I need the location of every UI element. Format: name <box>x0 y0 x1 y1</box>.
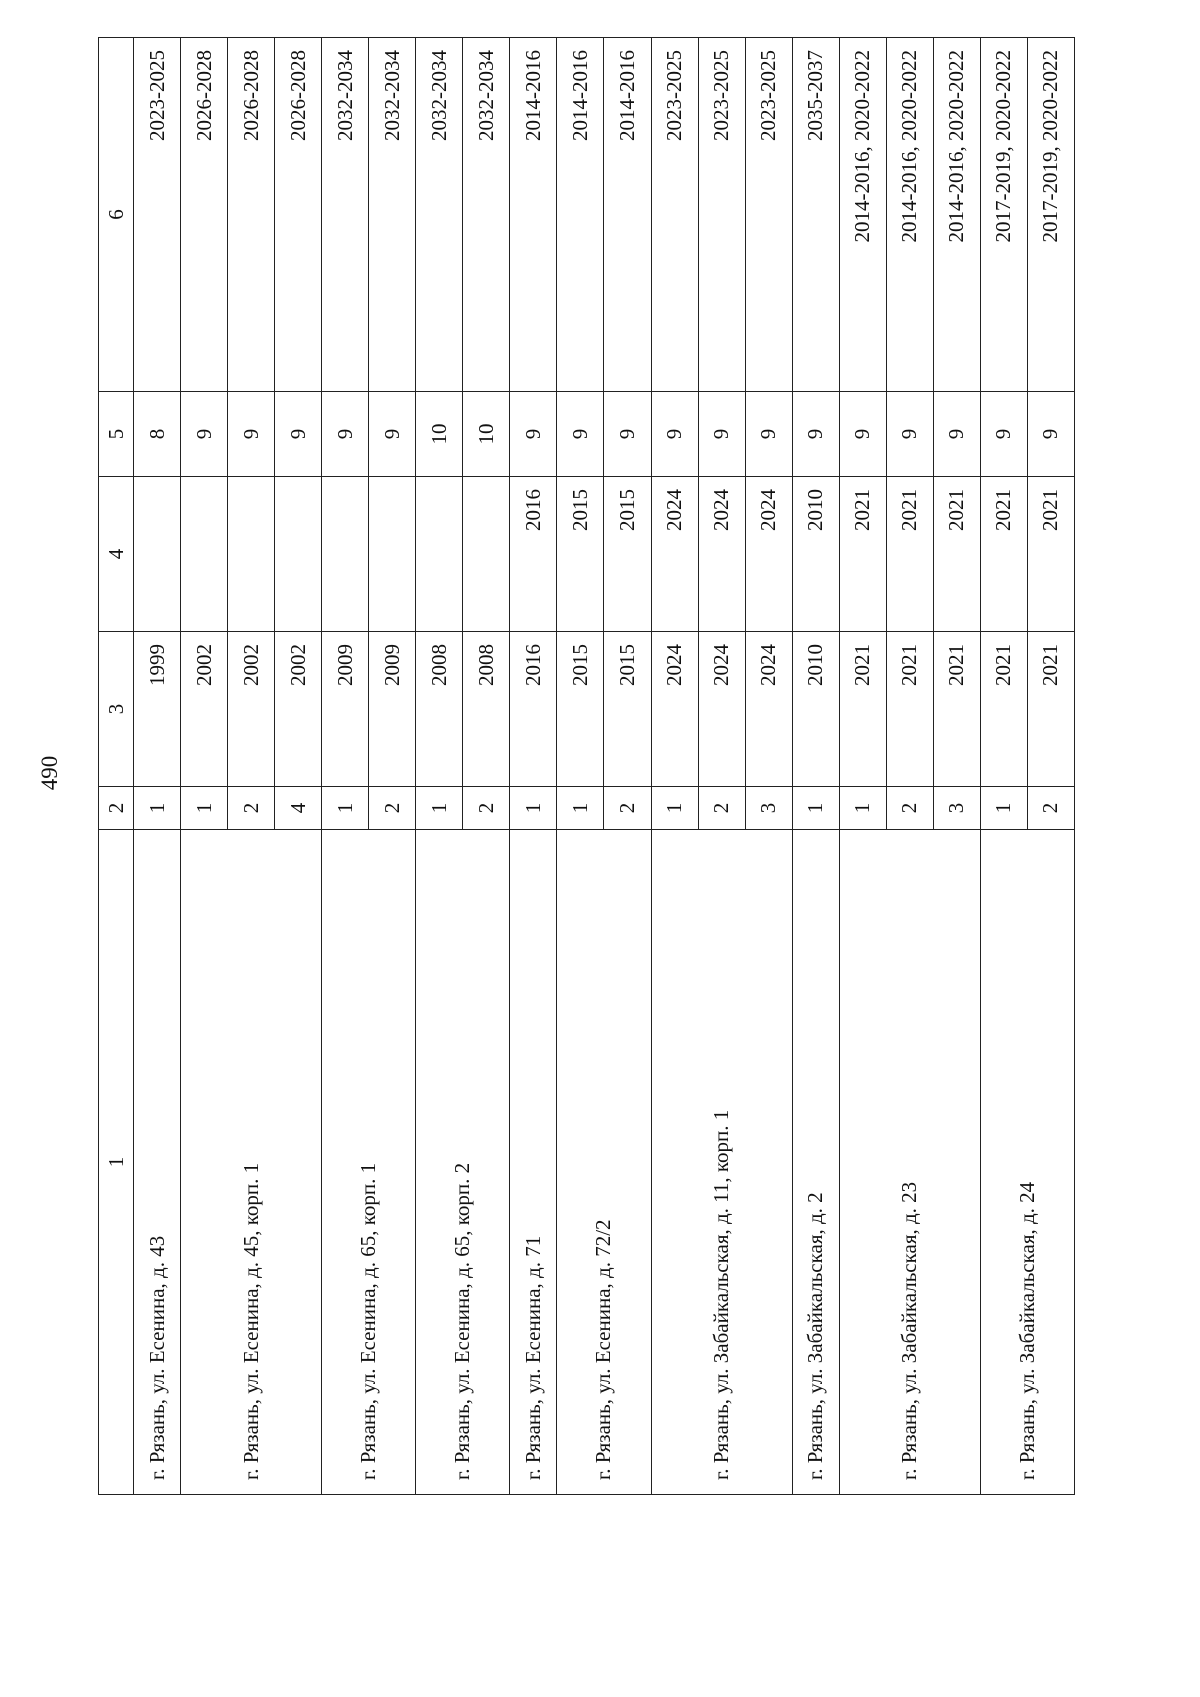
period-cell: 2023-2025 <box>651 38 698 392</box>
year-cell: 2021 <box>839 477 886 632</box>
year-cell: 2008 <box>463 632 510 787</box>
period-cell: 2014-2016, 2020-2022 <box>933 38 980 392</box>
floors-cell: 9 <box>745 392 792 477</box>
column-header-6: 6 <box>99 38 134 392</box>
period-cell: 2014-2016, 2020-2022 <box>886 38 933 392</box>
year-cell: 2021 <box>886 632 933 787</box>
period-cell: 2014-2016 <box>604 38 651 392</box>
floors-cell: 9 <box>886 392 933 477</box>
address-cell: г. Рязань, ул. Забайкальская, д. 24 <box>980 830 1074 1495</box>
period-cell: 2017-2019, 2020-2022 <box>1027 38 1074 392</box>
column-header-1: 1 <box>99 830 134 1495</box>
year-cell: 2010 <box>792 477 839 632</box>
period-cell: 2023-2025 <box>134 38 181 392</box>
entry-number-cell: 1 <box>792 787 839 830</box>
entry-number-cell: 1 <box>557 787 604 830</box>
address-cell: г. Рязань, ул. Есенина, д. 65, корп. 2 <box>416 830 510 1495</box>
period-cell: 2032-2034 <box>416 38 463 392</box>
address-cell: г. Рязань, ул. Забайкальская, д. 11, корп. 1 <box>651 830 792 1495</box>
floors-cell: 9 <box>275 392 322 477</box>
year-cell: 2015 <box>604 477 651 632</box>
entry-number-cell: 2 <box>1027 787 1074 830</box>
period-cell: 2014-2016, 2020-2022 <box>839 38 886 392</box>
year-cell: 2021 <box>839 632 886 787</box>
entry-number-cell: 3 <box>933 787 980 830</box>
year-cell: 2009 <box>322 632 369 787</box>
table-row <box>557 38 604 1495</box>
year-cell: 2024 <box>698 632 745 787</box>
table-row <box>416 38 463 1495</box>
year-cell: 2021 <box>1027 477 1074 632</box>
entry-number-cell: 1 <box>134 787 181 830</box>
table-row <box>510 38 557 1495</box>
entry-number-cell: 1 <box>510 787 557 830</box>
year-cell: 2021 <box>933 632 980 787</box>
floors-cell: 9 <box>1027 392 1074 477</box>
rotated-table-container <box>98 38 1075 1495</box>
floors-cell: 9 <box>181 392 228 477</box>
table-row <box>839 38 886 1495</box>
year-cell: 2002 <box>275 632 322 787</box>
entry-number-cell: 2 <box>228 787 275 830</box>
year-cell: 2016 <box>510 632 557 787</box>
period-cell: 2014-2016 <box>510 38 557 392</box>
floors-cell: 9 <box>604 392 651 477</box>
year-cell: 2024 <box>745 477 792 632</box>
address-cell: г. Рязань, ул. Забайкальская, д. 2 <box>792 830 839 1495</box>
entry-number-cell: 1 <box>651 787 698 830</box>
period-cell: 2032-2034 <box>369 38 416 392</box>
floors-cell: 9 <box>651 392 698 477</box>
floors-cell: 9 <box>228 392 275 477</box>
year-cell: 2016 <box>510 477 557 632</box>
year-cell <box>228 477 275 632</box>
address-cell: г. Рязань, ул. Забайкальская, д. 23 <box>839 830 980 1495</box>
year-cell: 2010 <box>792 632 839 787</box>
table-row <box>322 38 369 1495</box>
address-cell: г. Рязань, ул. Есенина, д. 72/2 <box>557 830 651 1495</box>
year-cell: 2009 <box>369 632 416 787</box>
year-cell <box>463 477 510 632</box>
entry-number-cell: 1 <box>181 787 228 830</box>
entry-number-cell: 2 <box>886 787 933 830</box>
year-cell: 2008 <box>416 632 463 787</box>
data-table <box>98 37 1075 1495</box>
column-header-4: 4 <box>99 477 134 632</box>
entry-number-cell: 2 <box>604 787 651 830</box>
floors-cell: 9 <box>557 392 604 477</box>
year-cell: 2015 <box>557 632 604 787</box>
address-cell: г. Рязань, ул. Есенина, д. 45, корп. 1 <box>181 830 322 1495</box>
table-row <box>980 38 1027 1495</box>
column-header-3: 3 <box>99 632 134 787</box>
floors-cell: 9 <box>839 392 886 477</box>
period-cell: 2017-2019, 2020-2022 <box>980 38 1027 392</box>
year-cell: 2021 <box>980 477 1027 632</box>
floors-cell: 10 <box>463 392 510 477</box>
year-cell: 2021 <box>886 477 933 632</box>
entry-number-cell: 2 <box>698 787 745 830</box>
floors-cell: 9 <box>322 392 369 477</box>
year-cell <box>275 477 322 632</box>
entry-number-cell: 4 <box>275 787 322 830</box>
header-row <box>99 38 134 1495</box>
address-cell: г. Рязань, ул. Есенина, д. 43 <box>134 830 181 1495</box>
period-cell: 2032-2034 <box>463 38 510 392</box>
floors-cell: 10 <box>416 392 463 477</box>
year-cell <box>416 477 463 632</box>
year-cell: 2024 <box>698 477 745 632</box>
page-number: 490 <box>37 755 62 791</box>
year-cell: 2002 <box>228 632 275 787</box>
floors-cell: 9 <box>510 392 557 477</box>
period-cell: 2026-2028 <box>228 38 275 392</box>
year-cell: 2021 <box>1027 632 1074 787</box>
year-cell: 2021 <box>933 477 980 632</box>
floors-cell: 8 <box>134 392 181 477</box>
address-cell: г. Рязань, ул. Есенина, д. 65, корп. 1 <box>322 830 416 1495</box>
period-cell: 2035-2037 <box>792 38 839 392</box>
year-cell <box>322 477 369 632</box>
year-cell <box>369 477 416 632</box>
year-cell <box>181 477 228 632</box>
year-cell: 1999 <box>134 632 181 787</box>
entry-number-cell: 3 <box>745 787 792 830</box>
entry-number-cell: 1 <box>980 787 1027 830</box>
table-body <box>134 38 1075 1495</box>
entry-number-cell: 1 <box>416 787 463 830</box>
table-row <box>181 38 228 1495</box>
year-cell: 2002 <box>181 632 228 787</box>
period-cell: 2023-2025 <box>745 38 792 392</box>
period-cell: 2026-2028 <box>275 38 322 392</box>
entry-number-cell: 1 <box>839 787 886 830</box>
year-cell <box>134 477 181 632</box>
floors-cell: 9 <box>698 392 745 477</box>
period-cell: 2014-2016 <box>557 38 604 392</box>
year-cell: 2024 <box>745 632 792 787</box>
period-cell: 2023-2025 <box>698 38 745 392</box>
table-row <box>651 38 698 1495</box>
period-cell: 2032-2034 <box>322 38 369 392</box>
address-cell: г. Рязань, ул. Есенина, д. 71 <box>510 830 557 1495</box>
floors-cell: 9 <box>369 392 416 477</box>
entry-number-cell: 1 <box>322 787 369 830</box>
year-cell: 2021 <box>980 632 1027 787</box>
period-cell: 2026-2028 <box>181 38 228 392</box>
year-cell: 2015 <box>604 632 651 787</box>
column-header-2: 2 <box>99 787 134 830</box>
table-row <box>134 38 181 1495</box>
column-header-5: 5 <box>99 392 134 477</box>
entry-number-cell: 2 <box>369 787 416 830</box>
table-row <box>792 38 839 1495</box>
year-cell: 2024 <box>651 632 698 787</box>
year-cell: 2024 <box>651 477 698 632</box>
floors-cell: 9 <box>980 392 1027 477</box>
floors-cell: 9 <box>933 392 980 477</box>
entry-number-cell: 2 <box>463 787 510 830</box>
year-cell: 2015 <box>557 477 604 632</box>
floors-cell: 9 <box>792 392 839 477</box>
